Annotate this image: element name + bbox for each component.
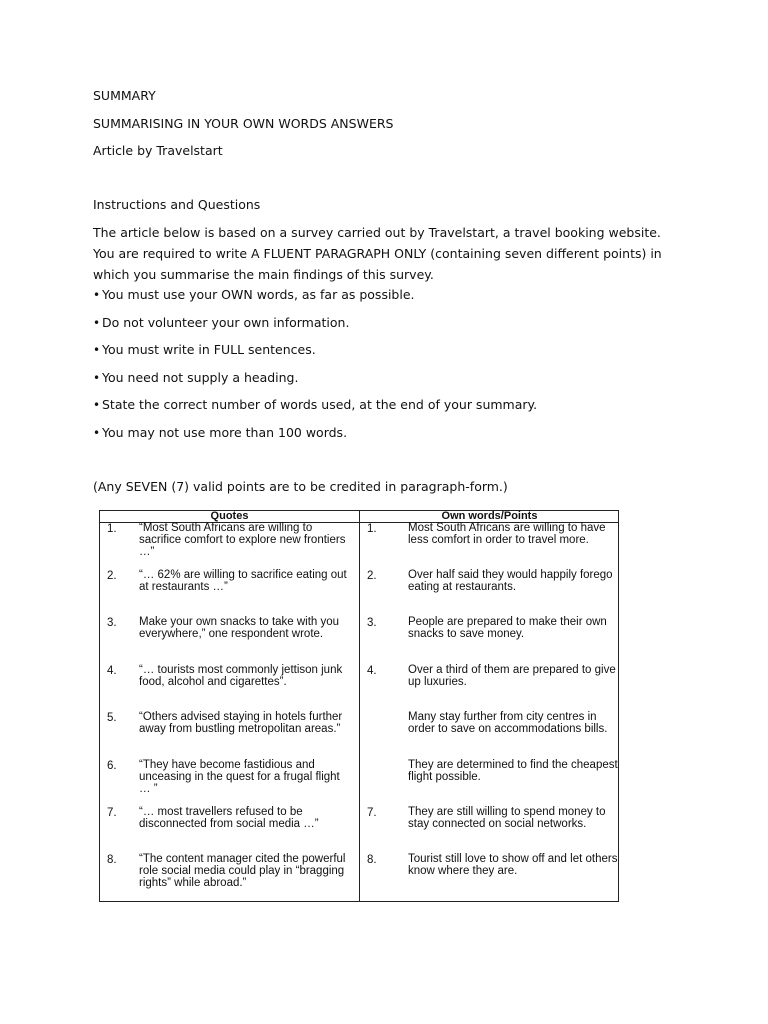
credit-note: (Any SEVEN (7) valid points are to be credited in paragraph-form.) [93, 479, 508, 494]
header-own-words: Own words/Points [441, 510, 538, 522]
list-item: • You may not use more than 100 words. [93, 424, 348, 440]
bullet-icon: • [93, 425, 101, 440]
point-number: 1. [367, 523, 377, 535]
quote-number: 4. [107, 665, 117, 677]
quote-text: Make your own snacks to take with you everywhere,” one respondent wrote. [139, 616, 340, 640]
point-number: 8. [367, 854, 377, 866]
quote-number: 7. [107, 807, 117, 819]
point-text: Most South Africans are willing to have less comfort in order to travel more. [408, 522, 606, 546]
list-item: • State the correct number of words used, at the end of your summary. [93, 397, 538, 413]
instruction-list [93, 287, 537, 453]
quote-number: 8. [107, 854, 117, 866]
bullet-icon: • [93, 288, 101, 302]
point-text: Over half said they would happily forego eating at restaurants. [408, 569, 613, 593]
point-number: 4. [367, 665, 377, 677]
bullet-icon: • [93, 343, 101, 358]
quote-text: “The content manager cited the powerful role social media could play in “bragging rights” while abroad.” [139, 853, 346, 889]
bullet-icon: • [93, 370, 101, 385]
quote-text: “Others advised staying in hotels further away from bustling metropolitan areas.” [139, 711, 343, 735]
quote-text: “… most travellers refused to be disconnected from social media …” [139, 806, 319, 830]
column-divider [359, 511, 360, 901]
point-number: 7. [367, 807, 377, 819]
point-text: Over a third of them are prepared to give up luxuries. [408, 664, 616, 688]
point-text: Tourist still love to show off and let others know where they are. [408, 853, 618, 877]
quote-number: 5. [107, 712, 117, 724]
list-item: • You must use your OWN words, as far as possible. [93, 287, 415, 302]
list-item: • You need not supply a heading. [93, 369, 299, 385]
point-text: They are still willing to spend money to stay connected on social networks. [408, 806, 606, 830]
heading-summary: SUMMARY [93, 88, 156, 103]
quote-text: “… tourists most commonly jettison junk food, alcohol and cigarettes”. [139, 664, 343, 688]
quote-number: 1. [107, 523, 117, 535]
quote-number: 6. [107, 760, 117, 772]
quotes-points-table [99, 510, 619, 902]
quote-number: 2. [107, 570, 117, 582]
point-number: 3. [367, 617, 377, 629]
point-number: 2. [367, 570, 377, 582]
quote-text: “They have become fastidious and unceasing in the quest for a frugal flight … ” [139, 759, 340, 795]
byline: Article by Travelstart [93, 143, 223, 158]
quote-number: 3. [107, 617, 117, 629]
list-item: • Do not volunteer your own information. [93, 314, 350, 330]
intro-paragraph: The article below is based on a survey carried out by Travelstart, a travel booking website. You are required to write A FLUENT PARAGRAPH ONLY (containing seven different points) in which you summarise the main findings of this survey. [93, 225, 662, 282]
header-quotes: Quotes [210, 510, 249, 522]
bullet-icon: • [93, 398, 101, 413]
point-text: Many stay further from city centres in order to save on accommodations bills. [408, 711, 608, 735]
quote-text: “Most South Africans are willing to sacrifice comfort to explore new frontiers …” [139, 522, 346, 558]
section-title: Instructions and Questions [93, 197, 261, 212]
quote-text: “… 62% are willing to sacrifice eating out at restaurants …” [139, 569, 347, 593]
bullet-icon: • [93, 315, 101, 330]
point-text: They are determined to find the cheapest flight possible. [408, 759, 618, 783]
list-item: • You must write in FULL sentences. [93, 342, 316, 358]
point-text: People are prepared to make their own snacks to save money. [408, 616, 607, 640]
heading-answers: SUMMARISING IN YOUR OWN WORDS ANSWERS [93, 116, 394, 131]
